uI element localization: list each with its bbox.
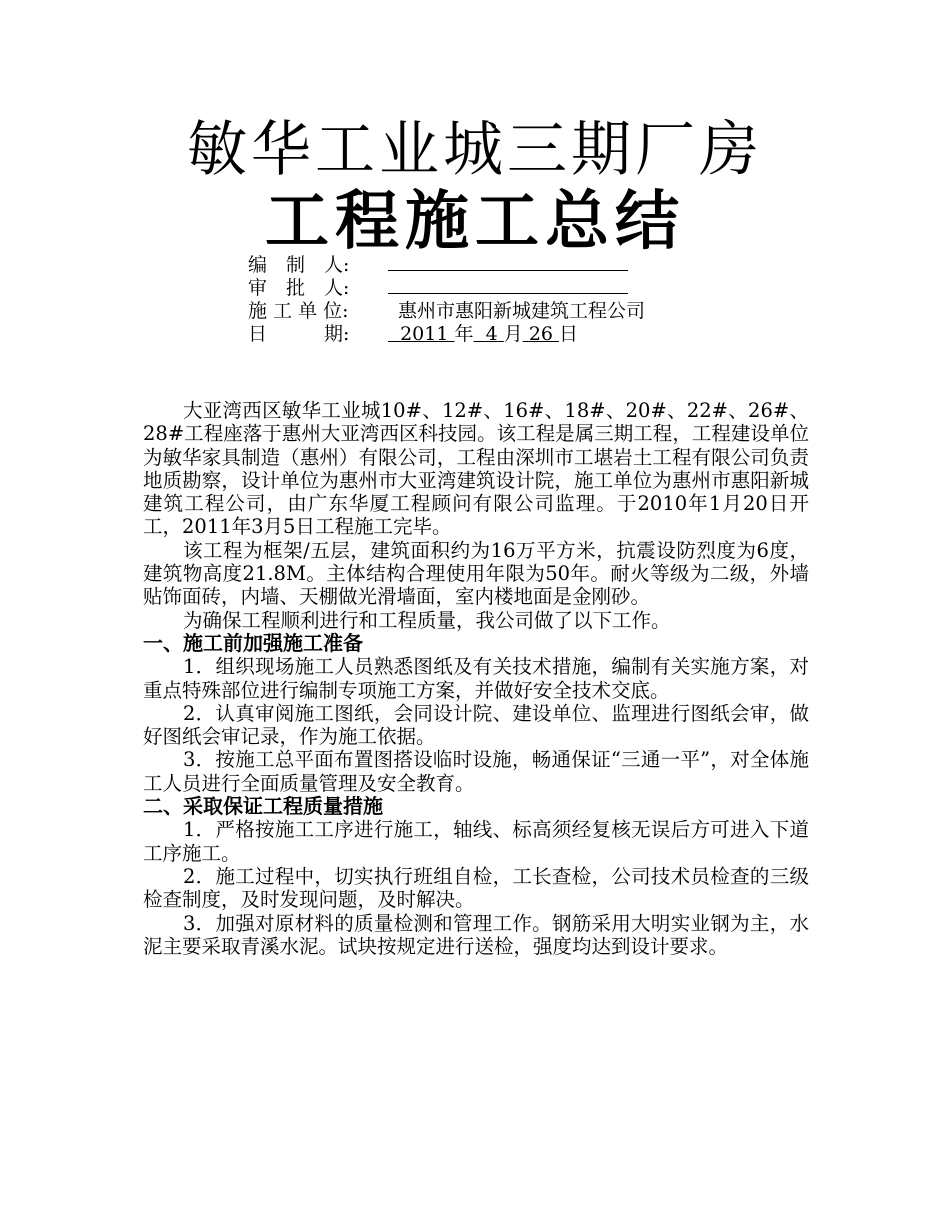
date-month: 4 bbox=[485, 323, 498, 345]
editor-label: 编 制 人: bbox=[248, 254, 350, 276]
date-label: 日 期: bbox=[248, 323, 350, 345]
date-month-unit: 月 bbox=[503, 323, 523, 345]
editor-row bbox=[248, 254, 645, 277]
section1-heading: 一、施工前加强施工准备 bbox=[143, 630, 363, 655]
date-year-unit: 年 bbox=[454, 323, 474, 345]
date-year: 2011 bbox=[400, 323, 449, 345]
section2-item: 3．加强对原材料的质量检测和管理工作。钢筋采用大明实业钢为主，水泥主要采取青溪水泥。试块按规定进行送检，强度均达到设计要求。 bbox=[143, 911, 809, 958]
document-body bbox=[143, 399, 809, 958]
paragraph-project-overview: 大亚湾西区敏华工业城10#、12#、16#、18#、20#、22#、26#、28#工程座落于惠州大亚湾西区科技园。该工程是属三期工程，工程建设单位为敏华家具制造（惠州）有限公司，工程由深圳市工堪岩土工程有限公司负责地质勘察，设计单位为惠州市大亚湾建筑设计院，施工单位为惠州市惠阳新城建筑工程公司，由广东华厦工程顾问有限公司监理。于2010年1月20日开工，2011年3月5日工程施工完毕。 bbox=[143, 399, 809, 539]
paragraph-intro: 为确保工程顺利进行和工程质量，我公司做了以下工作。 bbox=[182, 608, 671, 632]
unit-row bbox=[248, 300, 645, 323]
section2-item: 1．严格按施工工序进行施工，轴线、标高须经复核无误后方可进入下道工序施工。 bbox=[143, 818, 809, 865]
date-day-unit: 日 bbox=[559, 323, 579, 345]
date-row bbox=[248, 323, 645, 346]
unit-value: 惠州市惠阳新城建筑工程公司 bbox=[398, 300, 646, 322]
document-meta bbox=[248, 254, 645, 346]
editor-blank-line bbox=[388, 255, 628, 271]
approver-label: 审 批 人: bbox=[248, 277, 350, 299]
paragraph-structure: 该工程为框架/五层，建筑面积约为16万平方米，抗震设防烈度为6度，建筑物高度21.8M。主体结构合理使用年限为50年。耐火等级为二级，外墙贴饰面砖，内墙、天棚做光滑墙面，室内楼地面是金刚砂。 bbox=[143, 538, 809, 609]
section1-item: 1．组织现场施工人员熟悉图纸及有关技术措施，编制有关实施方案，对重点特殊部位进行编制专项施工方案，并做好安全技术交底。 bbox=[143, 655, 809, 702]
date-day: 26 bbox=[528, 323, 553, 345]
approver-row bbox=[248, 277, 645, 300]
section1-item: 3．按施工总平面布置图搭设临时设施，畅通保证“三通一平”，对全体施工人员进行全面质量管理及安全教育。 bbox=[143, 748, 809, 795]
approver-blank-line bbox=[388, 278, 628, 294]
section2-heading: 二、采取保证工程质量措施 bbox=[143, 794, 383, 819]
document-title-line2: 工程施工总结 bbox=[265, 185, 685, 259]
section2-item: 2．施工过程中，切实执行班组自检，工长查检，公司技术员检查的三级检查制度，及时发现问题，及时解决。 bbox=[143, 864, 809, 912]
document-title-line1: 敏华工业城三期厂房 bbox=[187, 115, 763, 185]
section1-item: 2．认真审阅施工图纸，会同设计院、建设单位、监理进行图纸会审，做好图纸会审记录，作为施工依据。 bbox=[143, 701, 809, 749]
unit-label: 施 工 单 位: bbox=[248, 300, 349, 322]
